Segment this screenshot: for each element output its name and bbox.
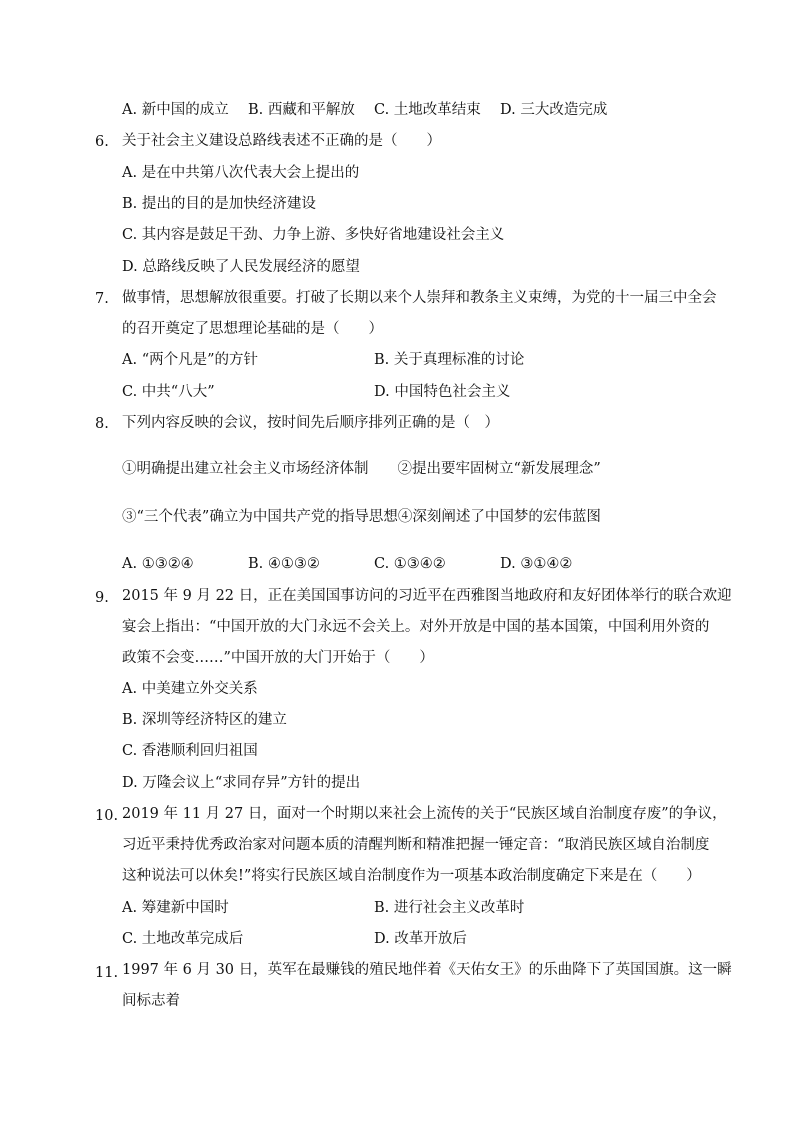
q9-number: 9. <box>95 590 109 606</box>
q10-stem-line-3: 这种说法可以休矣!”将实行民族区域自治制度作为一项基本政治制度确定下来是在（ ） <box>122 868 701 884</box>
q8-option-c: C. ①③④② <box>374 556 446 572</box>
q5-option-d: D. 三大改造完成 <box>500 102 608 118</box>
q9-stem-line-2: 宴会上指出：“中国开放的大门永远不会关上。对外开放是中国的基本国策，中国利用外资的 <box>122 619 710 635</box>
q7-option-a: A. “两个凡是”的方针 <box>122 352 259 368</box>
q10-number: 10. <box>95 808 119 824</box>
q7-stem-line-2: 的召开奠定了思想理论基础的是（ ） <box>122 321 383 337</box>
q9-option-d: D. 万隆会议上“求同存异”方针的提出 <box>122 775 361 791</box>
q6-stem: 关于社会主义建设总路线表述不正确的是（ ） <box>122 133 441 149</box>
q6-option-a: A. 是在中共第八次代表大会上提出的 <box>122 165 360 181</box>
q6-option-d: D. 总路线反映了人民发展经济的愿望 <box>122 259 360 275</box>
q9-stem-line-1: 2015 年 9 月 22 日，正在美国国事访问的习近平在西雅图当地政府和友好团体举行的联合欢迎 <box>122 588 732 604</box>
q11-stem-line-1: 1997 年 6 月 30 日，英军在最赚钱的殖民地伴着《天佑女王》的乐曲降下了英国国旗。这一瞬 <box>122 962 732 978</box>
q8-stem: 下列内容反映的会议，按时间先后顺序排列正确的是（ ） <box>122 415 499 431</box>
q8-item-line-2: ③“三个代表”确立为中国共产党的指导思想④深刻阐述了中国梦的宏伟蓝图 <box>122 509 601 525</box>
q10-stem-line-2: 习近平秉持优秀政治家对问题本质的清醒判断和精准把握一锤定音：“取消民族区域自治制度 <box>122 837 710 853</box>
q11-stem-line-2: 间标志着 <box>122 993 180 1009</box>
q8-number: 8. <box>95 416 109 432</box>
q5-option-c: C. 土地改革结束 <box>374 102 481 118</box>
q10-option-c: C. 土地改革完成后 <box>122 931 244 947</box>
q7-stem-line-1: 做事情，思想解放很重要。打破了长期以来个人崇拜和教条主义束缚，为党的十一届三中全会 <box>122 290 717 306</box>
q10-option-b: B. 进行社会主义改革时 <box>374 900 525 916</box>
q8-option-a: A. ①③②④ <box>122 556 194 572</box>
q8-option-d: D. ③①④② <box>500 556 573 572</box>
q7-option-b: B. 关于真理标准的讨论 <box>374 352 525 368</box>
q9-stem-line-3: 政策不会变……”中国开放的大门开始于（ ） <box>122 650 434 666</box>
q6-option-c: C. 其内容是鼓足干劲、力争上游、多快好省地建设社会主义 <box>122 227 505 243</box>
q6-option-b: B. 提出的目的是加快经济建设 <box>122 196 316 212</box>
q9-option-a: A. 中美建立外交关系 <box>122 681 258 697</box>
q11-number: 11. <box>95 965 119 981</box>
q6-number: 6. <box>95 134 109 150</box>
q5-option-a: A. 新中国的成立 <box>122 102 229 118</box>
q7-option-c: C. 中共“八大” <box>122 384 215 400</box>
q5-option-b: B. 西藏和平解放 <box>248 102 355 118</box>
q7-option-d: D. 中国特色社会主义 <box>374 384 511 400</box>
q10-stem-line-1: 2019 年 11 月 27 日，面对一个时期以来社会上流传的关于“民族区域自治制度存废”的争议， <box>122 806 727 822</box>
q9-option-c: C. 香港顺利回归祖国 <box>122 743 258 759</box>
q9-option-b: B. 深圳等经济特区的建立 <box>122 712 287 728</box>
q7-number: 7. <box>95 291 109 307</box>
q8-option-b: B. ④①③② <box>248 556 320 572</box>
q10-option-d: D. 改革开放后 <box>374 931 467 947</box>
q10-option-a: A. 筹建新中国时 <box>122 900 229 916</box>
q8-item-line-1: ①明确提出建立社会主义市场经济体制 ②提出要牢固树立“新发展理念” <box>122 461 601 477</box>
